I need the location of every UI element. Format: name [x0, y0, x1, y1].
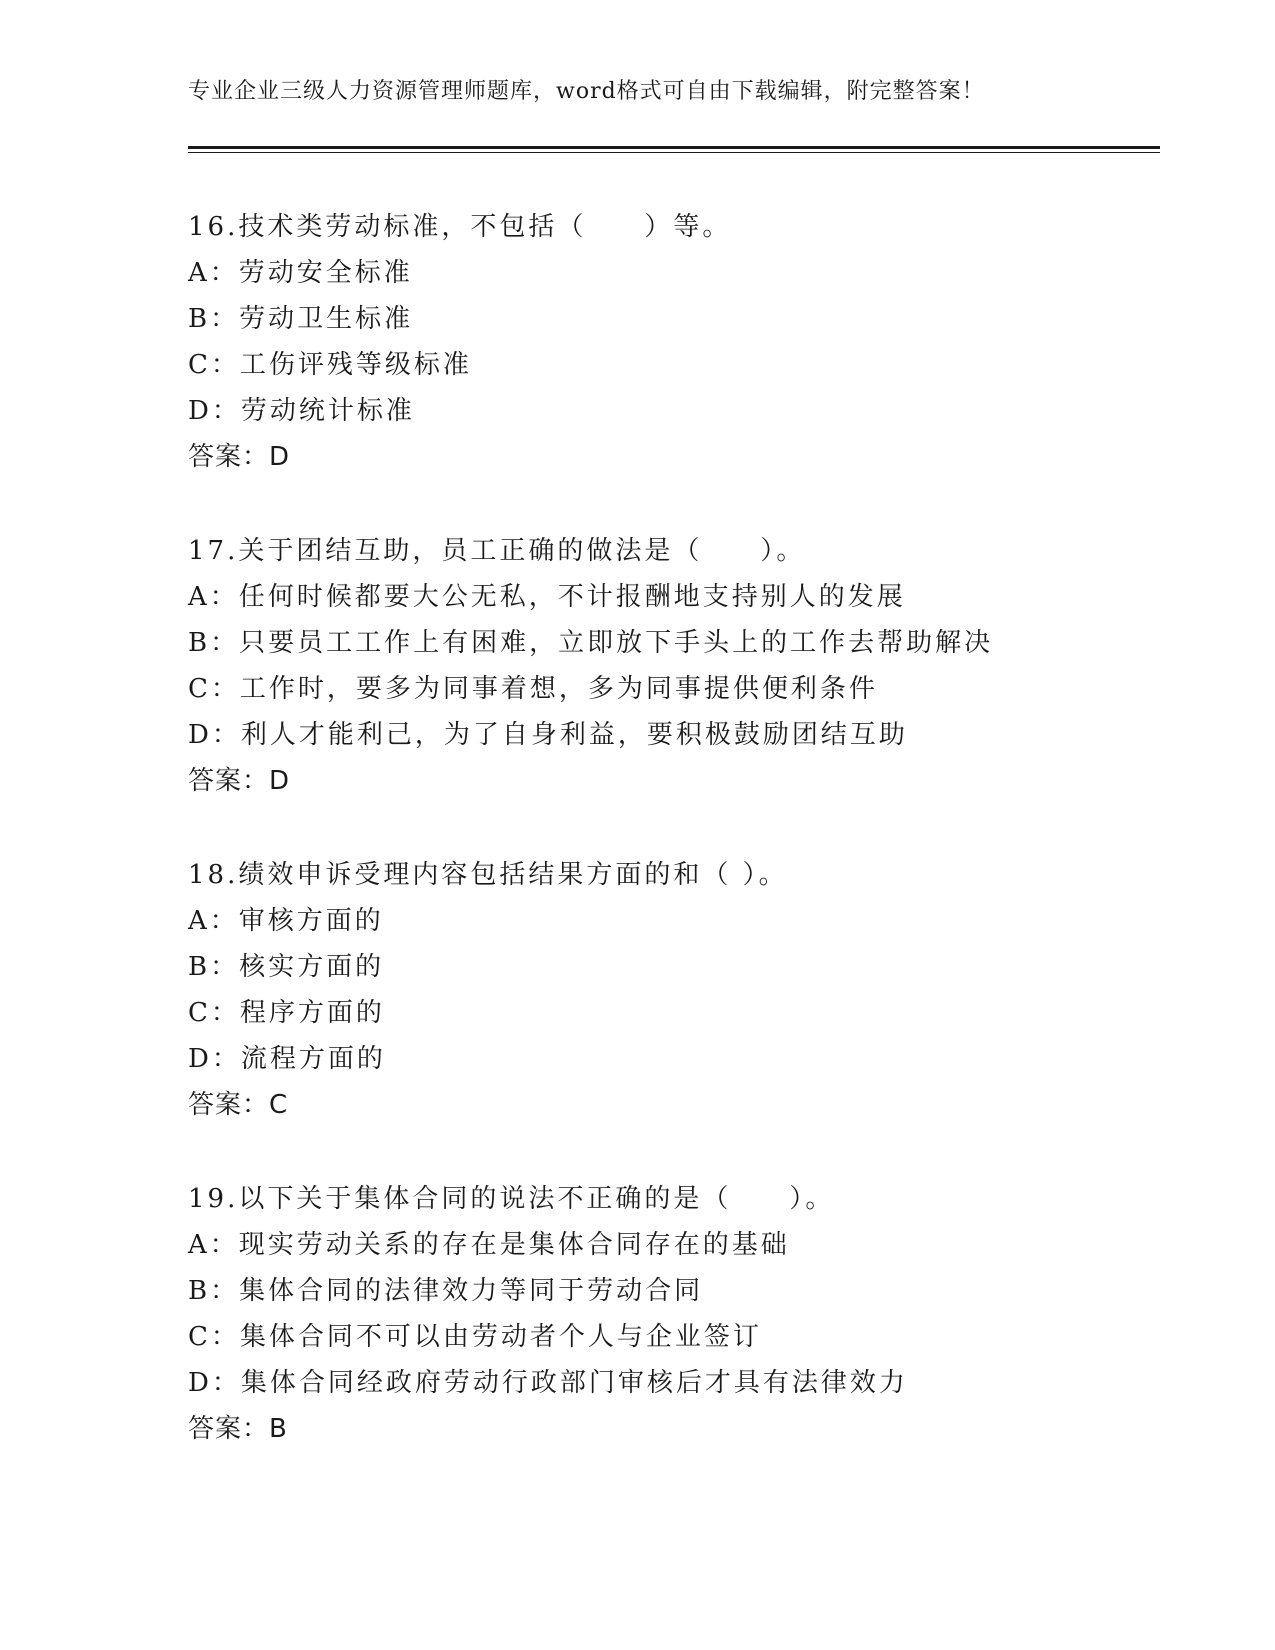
question-stem: 18.绩效申诉受理内容包括结果方面的和（ ）。: [188, 860, 788, 890]
header-rule-thin: [188, 152, 1160, 153]
question-stem: 16.技术类劳动标准，不包括（ ）等。: [188, 212, 732, 242]
question-19: [188, 1176, 1188, 1452]
answer: 答案：C: [188, 1090, 289, 1120]
question-stem: 17.关于团结互助，员工正确的做法是（ ）。: [188, 536, 806, 566]
question-list: [188, 204, 1188, 1500]
answer: 答案：B: [188, 1414, 288, 1444]
option-c: C：集体合同不可以由劳动者个人与企业签订: [188, 1322, 762, 1352]
question-16: [188, 204, 1188, 480]
option-b: B：集体合同的法律效力等同于劳动合同: [188, 1276, 704, 1306]
option-a: A：审核方面的: [188, 906, 384, 936]
question-17: [188, 528, 1188, 804]
option-b: B：劳动卫生标准: [188, 304, 414, 334]
option-b: B：只要员工工作上有困难，立即放下手头上的工作去帮助解决: [188, 628, 994, 658]
option-a: A：劳动安全标准: [188, 258, 413, 288]
option-c: C：工作时，要多为同事着想，多为同事提供便利条件: [188, 674, 878, 704]
option-b: B：核实方面的: [188, 952, 385, 982]
option-d: D：劳动统计标准: [188, 396, 415, 426]
option-d: D：流程方面的: [188, 1044, 386, 1074]
page-header: 专业企业三级人力资源管理师题库，word格式可自由下载编辑，附完整答案！: [188, 79, 985, 104]
header-rule-thick: [188, 146, 1160, 149]
answer: 答案：D: [188, 442, 291, 472]
question-18: [188, 852, 1188, 1128]
option-d: D：集体合同经政府劳动行政部门审核后才具有法律效力: [188, 1368, 908, 1398]
option-c: C：程序方面的: [188, 998, 385, 1028]
option-d: D：利人才能利己，为了自身利益，要积极鼓励团结互助: [188, 720, 908, 750]
answer: 答案：D: [188, 766, 291, 796]
option-a: A：任何时候都要大公无私，不计报酬地支持别人的发展: [188, 582, 906, 612]
option-c: C：工伤评残等级标准: [188, 350, 472, 380]
question-stem: 19.以下关于集体合同的说法不正确的是（ ）。: [188, 1184, 835, 1214]
option-a: A：现实劳动关系的存在是集体合同存在的基础: [188, 1230, 790, 1260]
